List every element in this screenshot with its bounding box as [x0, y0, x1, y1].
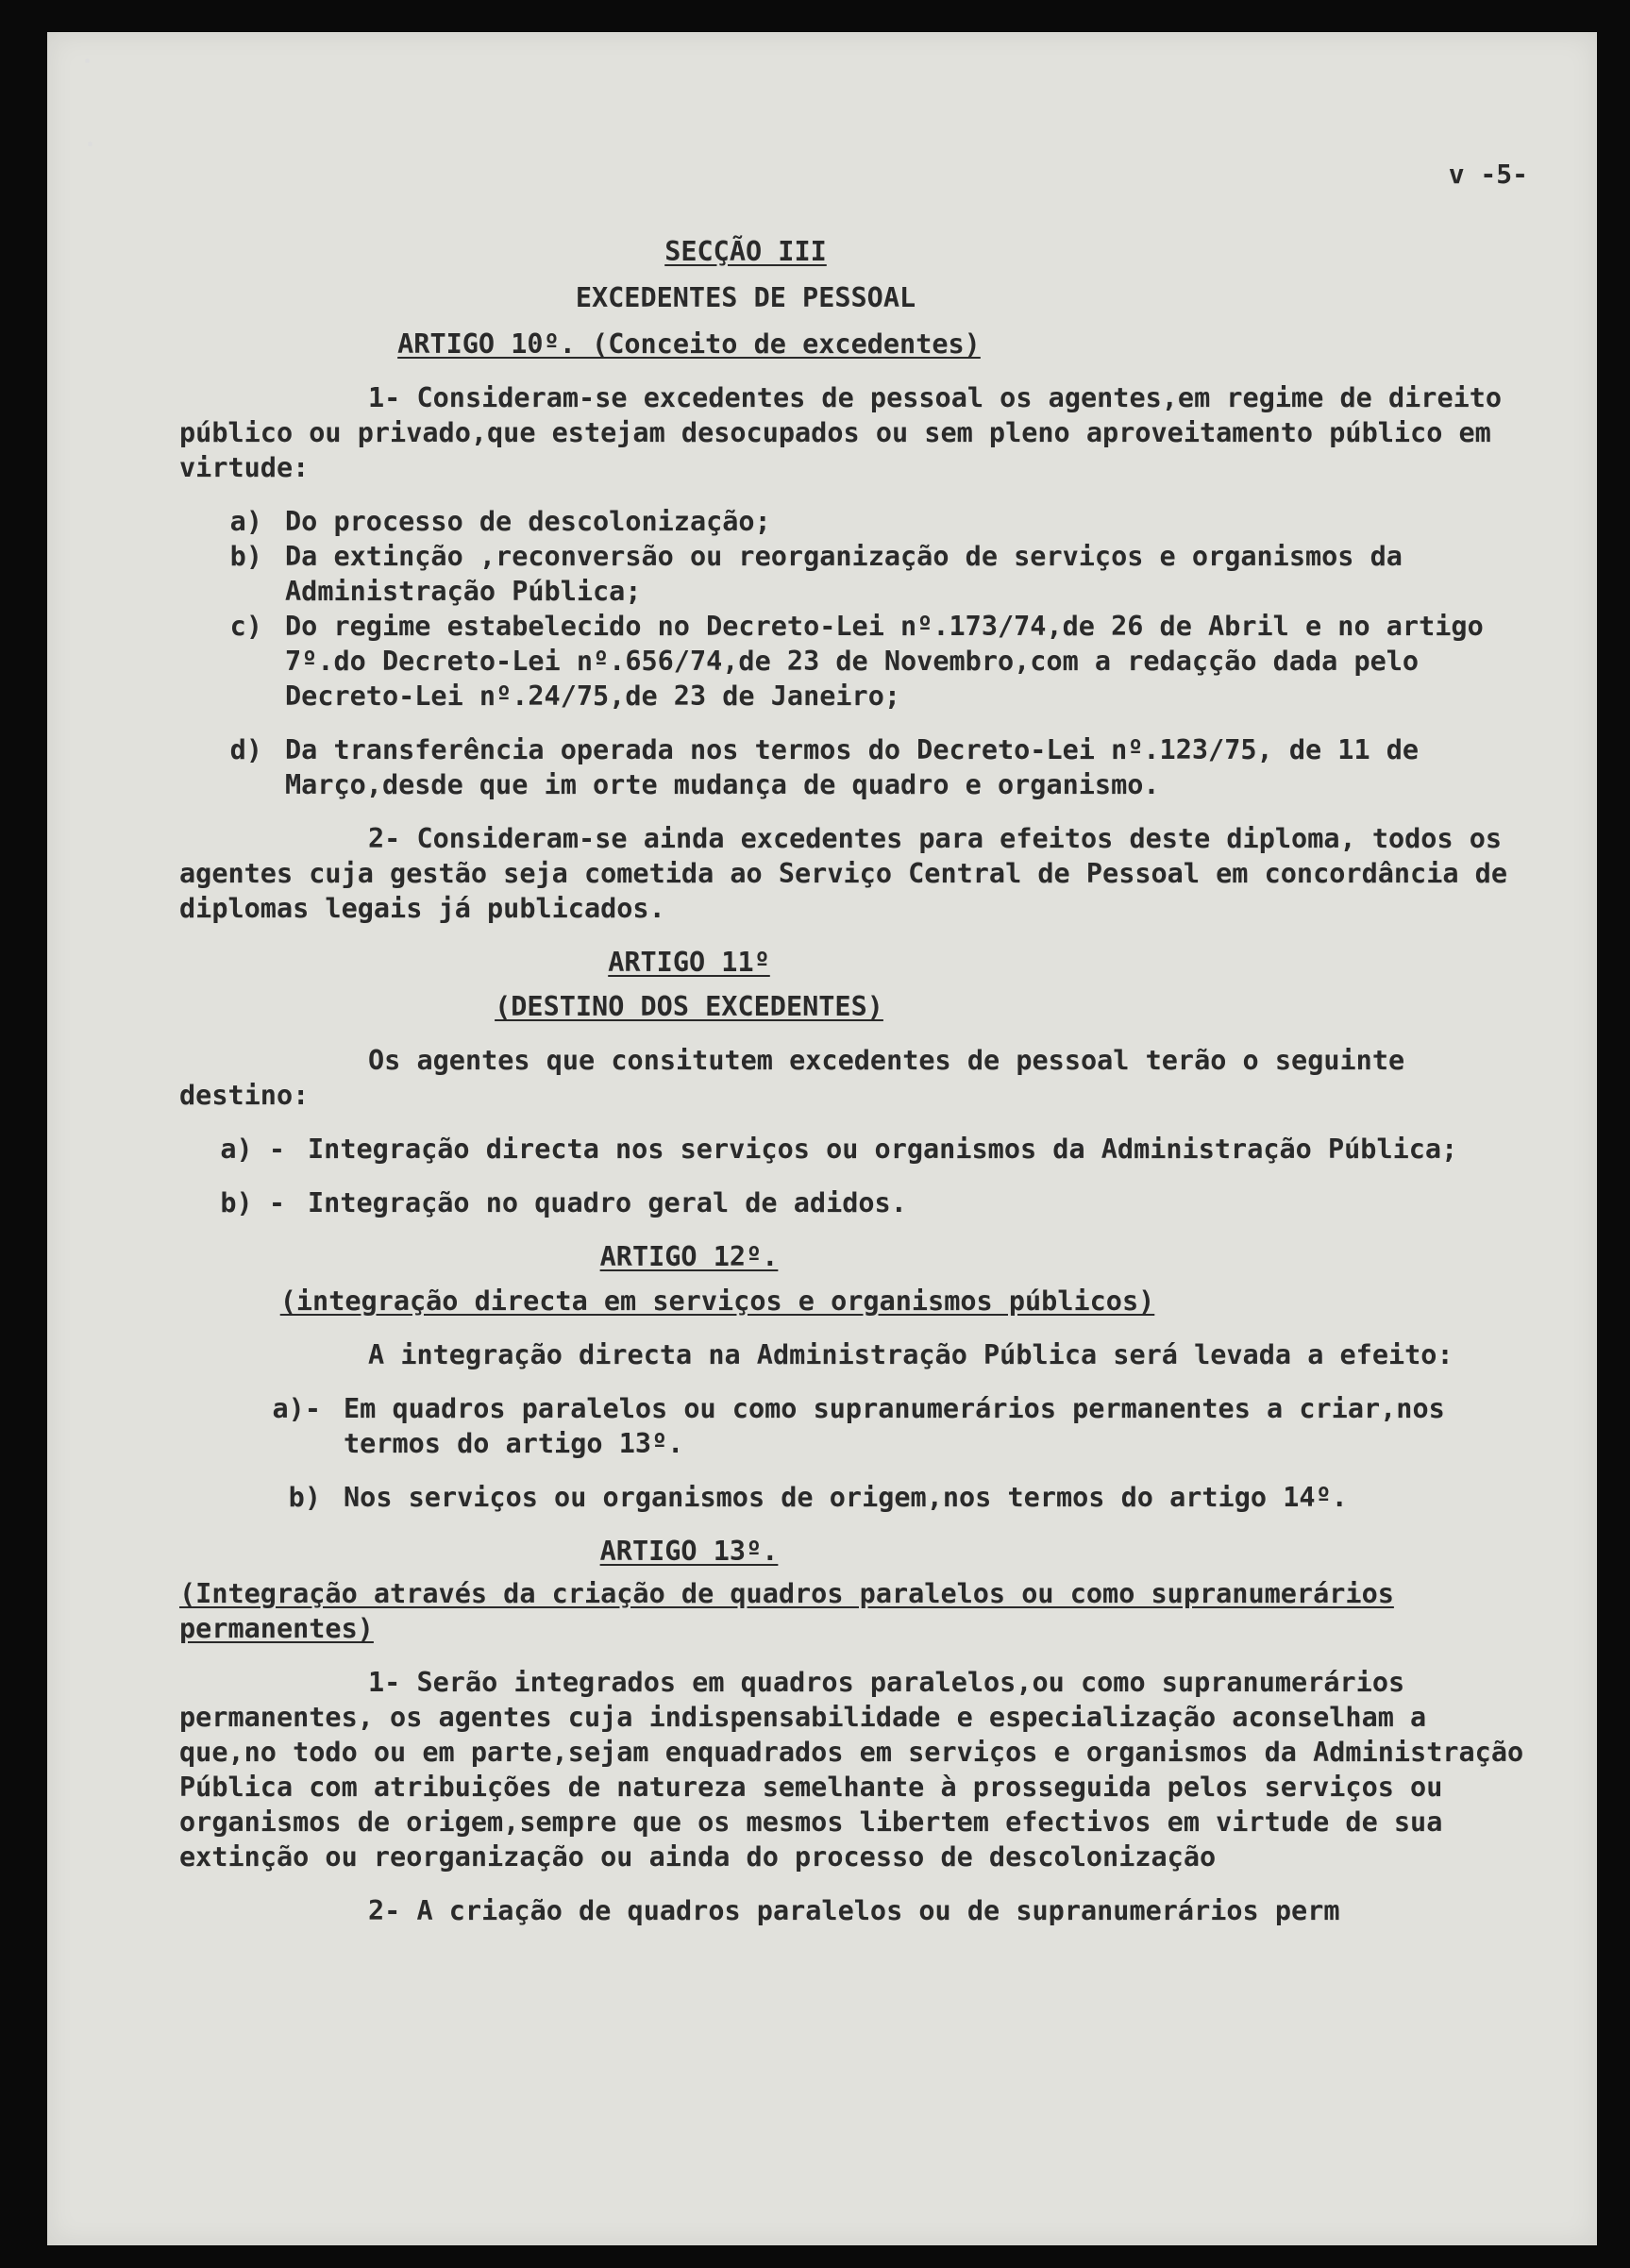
list-label: a)-	[272, 1393, 321, 1424]
list-label: a)	[229, 506, 262, 537]
article-11-paragraph-1: Os agentes que consitutem excedentes de pessoal terão o seguinte destino:	[179, 1045, 1405, 1111]
page-number: v -5-	[1448, 159, 1528, 190]
list-text: Integração no quadro geral de adidos.	[308, 1187, 907, 1218]
list-text: Integração directa nos serviços ou organismos da Administração Pública;	[308, 1134, 1458, 1165]
list-item	[179, 504, 1538, 539]
list-label: b) -	[220, 1187, 285, 1218]
list-label: c)	[229, 611, 262, 642]
speck	[85, 59, 90, 63]
list-item	[179, 1480, 1520, 1515]
list-label: b)	[288, 1482, 321, 1513]
list-text: Da transferência operada nos termos do Decreto-Lei nº.123/75, de 11 de Março,desde que im orte mudança de quadro e organismo.	[285, 734, 1420, 800]
article-12-subtitle: (integração directa em serviços e organismos públicos)	[279, 1285, 1155, 1317]
list-label: b)	[229, 541, 262, 572]
list-label: d)	[229, 734, 262, 765]
article-13-title: ARTIGO 13º.	[599, 1536, 779, 1567]
section-subtitle: EXCEDENTES DE PESSOAL	[575, 282, 916, 313]
document-body	[179, 189, 1569, 1926]
list-text: Do processo de descolonização;	[285, 506, 771, 537]
list-text: Da extinção ,reconversão ou reorganização de serviços e organismos da Administração Pública;	[285, 541, 1403, 607]
list-item	[179, 732, 1538, 802]
article-13-subtitle: (Integração através da criação de quadros paralelos ou como supranumerários permanentes)	[179, 1578, 1394, 1644]
list-item	[179, 1391, 1520, 1461]
article-10-paragraph-2: 2- Consideram-se ainda excedentes para efeitos deste diploma, todos os agentes cuja gestão seja cometida ao Serviço Central de Pessoal em concordância de diplomas legais já publicados.	[179, 823, 1507, 924]
list-text: Nos serviços ou organismos de origem,nos termos do artigo 14º.	[344, 1482, 1348, 1513]
article-11-subtitle: (DESTINO DOS EXCEDENTES)	[495, 991, 883, 1022]
article-13-paragraph-1: 1- Serão integrados em quadros paralelos,ou como supranumerários permanentes, os agentes cuja indispensabilidade e especialização aconselham a que,no todo ou em parte,sejam enquadrados em serviços e organismos da Administração Pública com atribuições de natureza semelhante à prosseguida pelos serviços ou organismos de origem,sempre que os mesmos libertem efectivos em virtude de sua extinção ou reorganização ou ainda do processo de descolonização	[179, 1667, 1524, 1873]
article-10-title: ARTIGO 10º. (Conceito de excedentes)	[397, 328, 981, 360]
list-item	[179, 539, 1538, 609]
list-label: a) -	[220, 1134, 285, 1165]
article-12-title: ARTIGO 12º.	[599, 1241, 779, 1272]
article-10-list	[179, 504, 1569, 802]
section-title: SECÇÃO III	[664, 236, 827, 267]
article-11-title: ARTIGO 11º	[608, 947, 770, 978]
speck	[88, 142, 92, 146]
list-text: Do regime estabelecido no Decreto-Lei nº.173/74,de 26 de Abril e no artigo 7º.do Decreto-Lei nº.656/74,de 23 de Novembro,com a redaçção dada pelo Decreto-Lei nº.24/75,de 23 de Janeiro;	[285, 611, 1484, 712]
article-10-paragraph-1: 1- Consideram-se excedentes de pessoal os agentes,em regime de direito público ou privado,que estejam desocupados ou sem pleno aproveitamento público em virtude:	[179, 382, 1503, 483]
article-12-paragraph-1: A integração directa na Administração Pública será levada a efeito:	[368, 1339, 1454, 1370]
list-text: Em quadros paralelos ou como supranumerários permanentes a criar,nos termos do artigo 13º.	[344, 1393, 1445, 1459]
list-item	[179, 1132, 1538, 1167]
article-13-paragraph-2: 2- A criação de quadros paralelos ou de supranumerários perm	[368, 1895, 1340, 1926]
list-item	[179, 609, 1538, 714]
list-item	[179, 1185, 1538, 1220]
